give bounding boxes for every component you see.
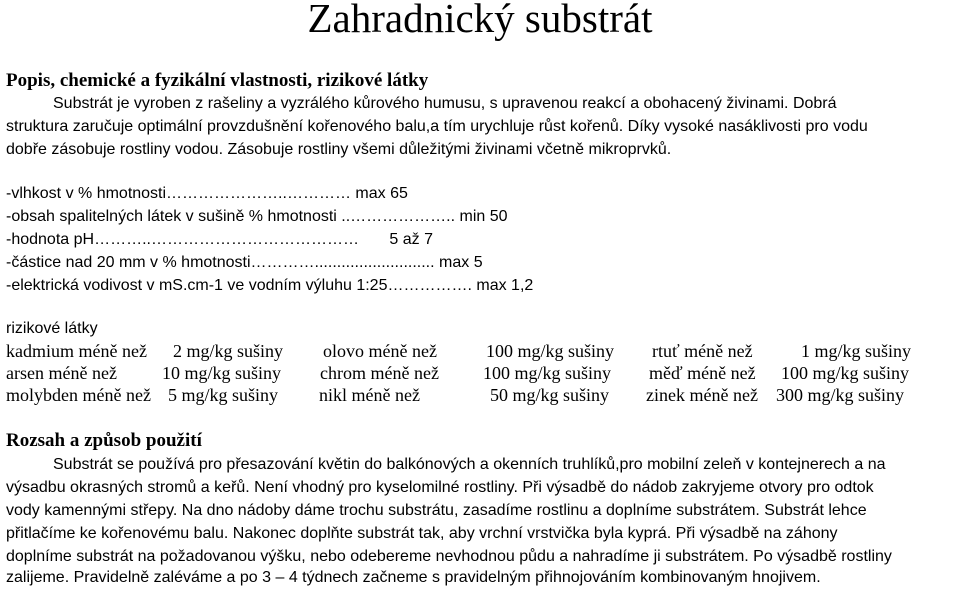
risk-label: chrom méně než [320, 363, 439, 383]
risk-value: 10 mg/kg sušiny [162, 363, 282, 383]
usage-line: zalijeme. Pravidelně zaléváme a po 3 – 4 týdnech začneme s pravidelným přihnojováním kombinovaným hnojivem. [6, 569, 821, 586]
description-line: Substrát je vyroben z rašeliny a vyzrálého kůrového humusu, s upravenou reakcí a obohacený živinami. Dobrá [53, 95, 837, 112]
risk-value: 5 mg/kg sušiny [168, 385, 279, 405]
property-value: max 1,2 [476, 277, 534, 294]
property-label: -obsah spalitelných látek v sušině % hmotnosti ..……………….. [6, 208, 456, 225]
usage-line: přitlačíme ke kořenovému balu. Nakonec doplňte substrát tak, aby vrchní vrstvička byla kyprá. Při výsadbě na záhony [6, 525, 838, 542]
risk-label: měď méně než [649, 363, 756, 383]
description-line: struktura zaručuje optimální provzdušnění kořenového balu,a tím urychluje růst kořenů. Díky vysoké nasáklivosti pro vodu [6, 118, 868, 135]
property-value: max 65 [355, 185, 408, 202]
risk-label: molybden méně než [6, 385, 151, 405]
section-heading-description: Popis, chemické a fyzikální vlastnosti, rizikové látky [6, 70, 429, 91]
property-value: max 5 [439, 254, 483, 271]
risk-value: 1 mg/kg sušiny [801, 341, 912, 361]
risk-value: 2 mg/kg sušiny [173, 341, 284, 361]
description-line: dobře zásobuje rostliny vodou. Zásobuje rostliny všemi důležitými živinami včetně mikroprvků. [6, 141, 672, 158]
property-row [6, 274, 533, 297]
usage-line: vody kamennými střepy. Na dno nádoby dáme trochu substrátu, zasadíme rostlinu a doplníme substrátem. Substrát lehce [6, 502, 867, 519]
risk-value: 300 mg/kg sušiny [776, 385, 905, 405]
risk-label: kadmium méně než [6, 341, 147, 361]
risk-label: rtuť méně než [652, 341, 753, 361]
document-title: Zahradnický substrát [307, 0, 653, 41]
risk-value: 50 mg/kg sušiny [490, 385, 610, 405]
risk-value: 100 mg/kg sušiny [486, 341, 615, 361]
property-label: -vlhkost v % hmotnosti…………………..………… [6, 185, 351, 202]
risk-value: 100 mg/kg sušiny [483, 363, 612, 383]
usage-line: výsadbu okrasných stromů a keřů. Není vhodný pro kyselomilné rostliny. Při výsadbě do nádob zakryjeme otvory pro odtok [6, 479, 874, 496]
property-row [6, 251, 483, 274]
property-label: -hodnota pH………..………………………………… [6, 231, 359, 248]
property-label: -elektrická vodivost v mS.cm-1 ve vodním výluhu 1:25……………. [6, 277, 472, 294]
section-heading-usage: Rozsah a způsob použití [6, 430, 202, 451]
risk-value: 100 mg/kg sušiny [781, 363, 910, 383]
risk-label: arsen méně než [6, 363, 117, 383]
risk-label: nikl méně než [319, 385, 420, 405]
usage-line: doplníme substrát na požadovanou výšku, nebo odebereme nevhodnou půdu a nahradíme ji substrátem. Po výsadbě rostliny [6, 548, 892, 565]
property-row [6, 182, 408, 205]
risk-label: olovo méně než [323, 341, 437, 361]
risk-label: zinek méně než [646, 385, 758, 405]
property-value: min 50 [459, 208, 508, 225]
property-row [6, 228, 433, 251]
property-value: 5 až 7 [389, 231, 433, 248]
property-row [6, 205, 508, 228]
property-label: -částice nad 20 mm v % hmotnosti…………........................... [6, 254, 435, 271]
risk-heading: rizikové látky [6, 320, 98, 337]
usage-line: Substrát se používá pro přesazování květin do balkónových a okenních truhlíků,pro mobilní zeleň v kontejnerech a na [53, 456, 886, 473]
